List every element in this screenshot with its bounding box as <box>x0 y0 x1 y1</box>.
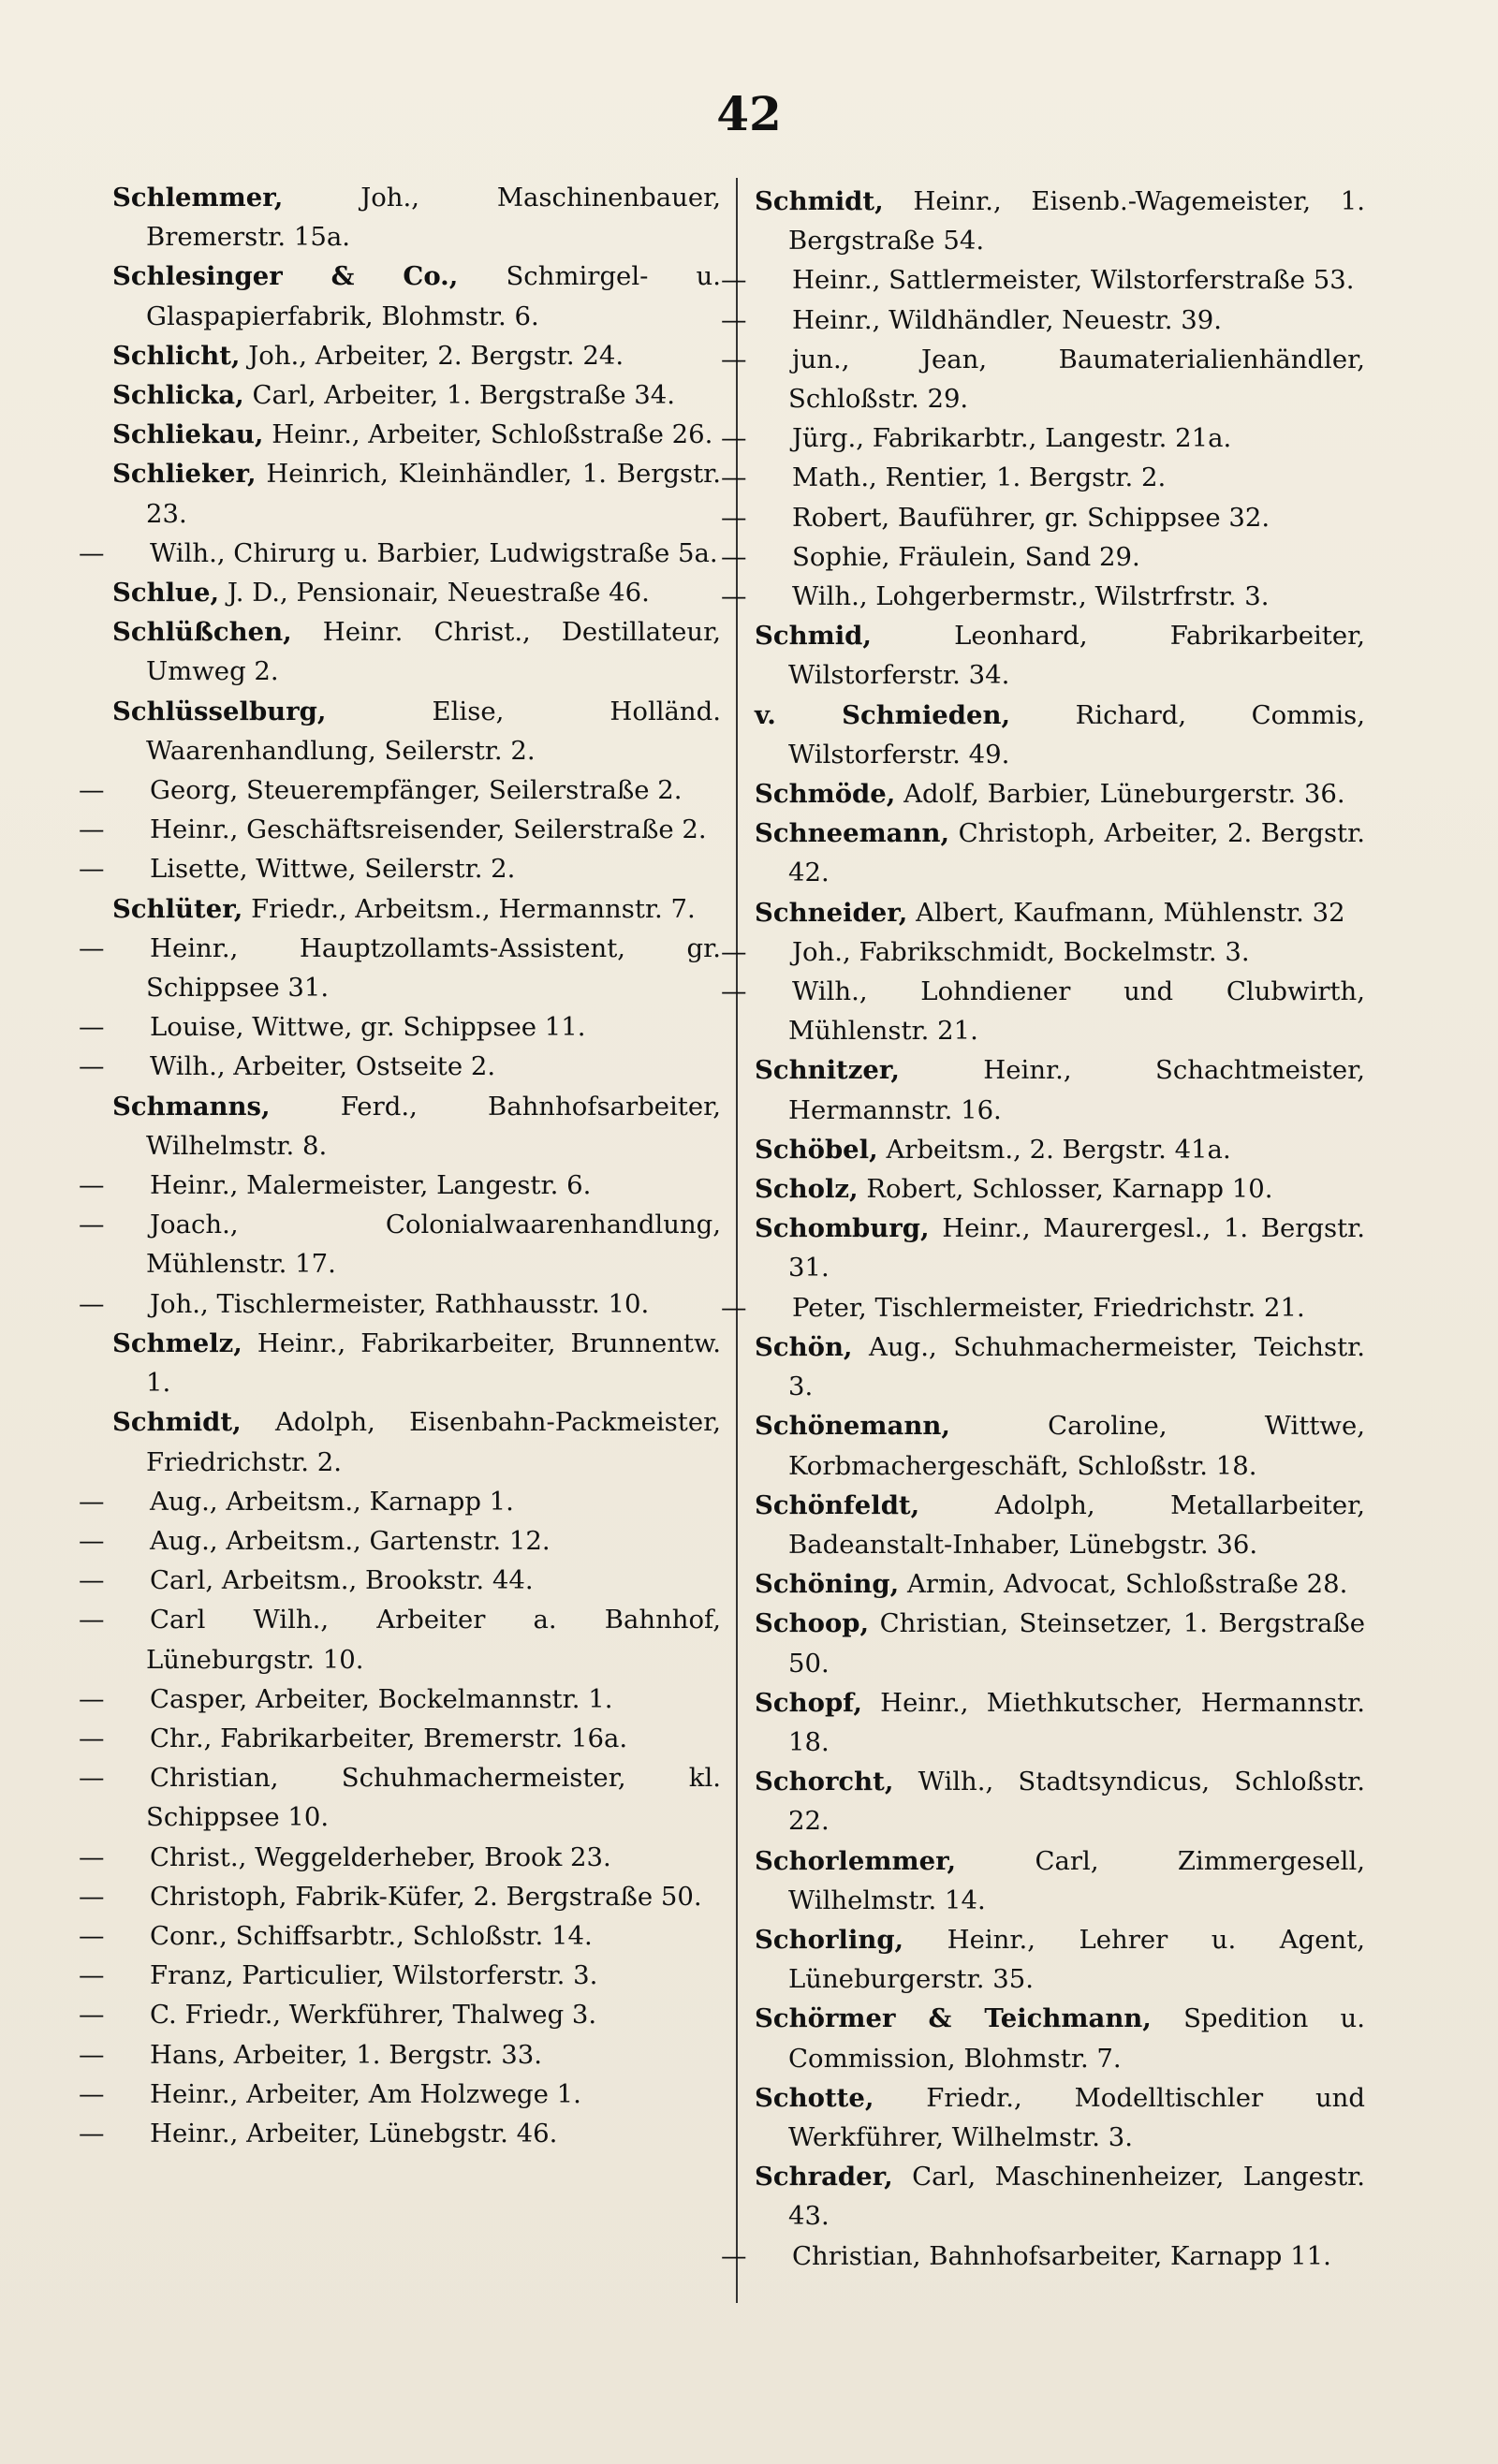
entry-surname: Schlieker, <box>112 459 257 490</box>
directory-entry <box>79 1758 721 1837</box>
entry-details: Adolph, Metallarbeiter, Badeanstalt-Inhaber, Lünebgstr. 36. <box>788 1489 1365 1560</box>
repeat-dash: — <box>79 1763 105 1794</box>
entry-details: Aug., Arbeitsm., Karnapp 1. <box>150 1486 514 1517</box>
entry-surname: Schorcht, <box>755 1767 894 1797</box>
directory-entry <box>79 1007 721 1047</box>
directory-entry <box>79 770 721 810</box>
repeat-dash: — <box>79 814 105 845</box>
repeat-dash: — <box>721 265 747 296</box>
repeat-dash: — <box>79 1565 105 1596</box>
entry-surname: Schrader, <box>755 2162 893 2193</box>
directory-entry <box>112 375 721 415</box>
entry-details: Heinr., Lehrer u. Agent, Lüneburgerstr. 35. <box>788 1924 1365 1995</box>
entry-surname: Schöbel, <box>755 1134 878 1165</box>
entry-details: Georg, Steuerempfänger, Seilerstraße 2. <box>150 775 683 806</box>
entry-details: Peter, Tischlermeister, Friedrichstr. 21. <box>792 1292 1305 1323</box>
entry-details: C. Friedr., Werkführer, Thalweg 3. <box>150 2000 597 2031</box>
entry-details: Armin, Advocat, Schloßstraße 28. <box>906 1569 1348 1600</box>
directory-entry <box>755 774 1365 814</box>
directory-entry <box>755 1683 1365 1762</box>
entry-surname: Schlicka, <box>112 380 244 411</box>
entry-details: Aug., Schuhmachermeister, Teichstr. 3. <box>788 1331 1365 1402</box>
entry-surname: Schönemann, <box>755 1411 950 1442</box>
entry-surname: Schlemmer, <box>112 183 284 213</box>
directory-entry <box>755 1050 1365 1129</box>
repeat-dash: — <box>79 1170 105 1201</box>
page-number: 42 <box>716 86 782 141</box>
entry-details: J. D., Pensionair, Neuestraße 46. <box>227 578 650 609</box>
entry-details: Hans, Arbeiter, 1. Bergstr. 33. <box>150 2039 543 2070</box>
repeat-dash: — <box>721 541 747 572</box>
directory-entry <box>721 537 1365 577</box>
entry-surname: Schmidt, <box>755 186 884 216</box>
entry-details: Heinr., Malermeister, Langestr. 6. <box>150 1170 592 1201</box>
directory-entry <box>755 1564 1365 1604</box>
entry-details: Friedr., Arbeitsm., Hermannstr. 7. <box>251 893 696 924</box>
directory-entry <box>79 929 721 1007</box>
entry-surname: Schörmer & Teichmann, <box>755 2003 1152 2034</box>
entry-details: Jürg., Fabrikarbtr., Langestr. 21a. <box>792 423 1232 454</box>
entry-details: Heinr., Fabrikarbeiter, Brunnentw. 1. <box>146 1327 721 1399</box>
directory-entry <box>721 2237 1365 2276</box>
entry-details: Louise, Wittwe, gr. Schippsee 11. <box>150 1012 586 1043</box>
repeat-dash: — <box>79 2118 105 2149</box>
repeat-dash: — <box>79 2000 105 2031</box>
entry-details: Christian, Bahnhofsarbeiter, Karnapp 11. <box>792 2240 1331 2271</box>
repeat-dash: — <box>79 2078 105 2109</box>
right-column <box>721 182 1365 2276</box>
entry-details: Wilh., Stadtsyndicus, Schloßstr. 22. <box>788 1767 1365 1837</box>
repeat-dash: — <box>721 423 747 454</box>
entry-details: Heinr., Geschäftsreisender, Seilerstraße 2. <box>150 814 707 845</box>
directory-entry <box>721 418 1365 458</box>
directory-entry <box>79 849 721 888</box>
entry-surname: Schmid, <box>755 621 872 652</box>
left-column <box>79 178 722 2153</box>
directory-entry <box>112 178 721 257</box>
directory-entry <box>79 534 721 573</box>
repeat-dash: — <box>79 1210 105 1240</box>
directory-entry <box>79 1521 721 1561</box>
repeat-dash: — <box>721 304 747 335</box>
entry-details: Wilh., Lohgerbermstr., Wilstrfrstr. 3. <box>792 581 1270 612</box>
entry-details: Adolf, Barbier, Lüneburgerstr. 36. <box>903 779 1345 810</box>
directory-entry <box>755 1169 1365 1209</box>
directory-entry <box>79 1047 721 1086</box>
repeat-dash: — <box>79 537 105 568</box>
repeat-dash: — <box>721 502 747 533</box>
entry-surname: Schneemann, <box>755 818 950 849</box>
directory-entry <box>79 1916 721 1956</box>
directory-entry <box>755 1209 1365 1287</box>
entry-details: Heinr., Maurergesl., 1. Bergstr. 31. <box>788 1213 1365 1283</box>
directory-entry <box>721 972 1365 1050</box>
entry-details: Heinr., Hauptzollamts-Assistent, gr. Schippsee 31. <box>146 932 721 1004</box>
entry-details: Lisette, Wittwe, Seilerstr. 2. <box>150 854 516 885</box>
directory-entry <box>112 612 721 691</box>
directory-entry <box>112 336 721 375</box>
directory-entry <box>112 1324 721 1402</box>
directory-entry <box>755 1920 1365 1999</box>
directory-entry <box>79 1482 721 1521</box>
directory-entry <box>755 814 1365 892</box>
entry-details: Adolph, Eisenbahn-Packmeister, Friedrichstr. 2. <box>146 1407 721 1477</box>
entry-details: Heinr., Eisenb.-Wagemeister, 1. Bergstraße 54. <box>788 186 1365 257</box>
directory-entry <box>755 696 1365 774</box>
directory-entry <box>755 1406 1365 1485</box>
directory-entry <box>79 1679 721 1719</box>
directory-entry <box>79 1877 721 1916</box>
directory-entry <box>755 893 1365 932</box>
directory-entry <box>79 1956 721 1995</box>
entry-surname: Schmidt, <box>112 1407 242 1438</box>
entry-details: Arbeitsm., 2. Bergstr. 41a. <box>886 1134 1231 1165</box>
entry-surname: Schmöde, <box>755 779 896 810</box>
entry-details: Heinr., Wildhändler, Neuestr. 39. <box>792 304 1223 335</box>
repeat-dash: — <box>79 932 105 963</box>
directory-entry <box>721 301 1365 340</box>
entry-details: Heinr., Sattlermeister, Wilstorferstraße 53. <box>792 265 1355 296</box>
directory-entry <box>79 1284 721 1324</box>
repeat-dash: — <box>79 854 105 885</box>
entry-surname: Schnitzer, <box>755 1055 900 1086</box>
entry-details: Chr., Fabrikarbeiter, Bremerstr. 16a. <box>150 1723 628 1753</box>
directory-entry <box>721 932 1365 972</box>
directory-entry <box>79 1995 721 2034</box>
entry-details: Conr., Schiffsarbtr., Schloßstr. 14. <box>150 1920 593 1951</box>
entry-details: Joh., Maschinenbauer, Bremerstr. 15a. <box>146 183 721 253</box>
entry-details: Carl, Maschinenheizer, Langestr. 43. <box>788 2162 1365 2232</box>
repeat-dash: — <box>79 1605 105 1635</box>
directory-entry <box>79 810 721 849</box>
entry-details: Christoph, Arbeiter, 2. Bergstr. 42. <box>788 818 1365 888</box>
entry-details: Schmirgel- u. Glaspapierfabrik, Blohmstr. 6. <box>146 261 721 331</box>
repeat-dash: — <box>721 976 747 1007</box>
entry-details: Casper, Arbeiter, Bockelmannstr. 1. <box>150 1683 613 1714</box>
entry-surname: Schöning, <box>755 1569 900 1600</box>
directory-entry <box>79 1719 721 1758</box>
entry-details: Caroline, Wittwe, Korbmachergeschäft, Schloßstr. 18. <box>788 1411 1365 1481</box>
entry-surname: Schorlemmer, <box>755 1845 957 1876</box>
entry-details: Joh., Fabrikschmidt, Bockelmstr. 3. <box>792 936 1250 967</box>
entry-surname: Schlue, <box>112 578 220 609</box>
directory-entry <box>721 340 1365 418</box>
directory-entry <box>755 2157 1365 2236</box>
repeat-dash: — <box>79 2039 105 2070</box>
entry-details: Christoph, Fabrik-Küfer, 2. Bergstraße 50. <box>150 1881 702 1912</box>
directory-entry <box>112 1402 721 1481</box>
repeat-dash: — <box>721 2240 747 2271</box>
entry-details: Heinr. Christ., Destillateur, Umweg 2. <box>146 617 722 687</box>
entry-details: Christian, Schuhmachermeister, kl. Schippsee 10. <box>146 1763 721 1833</box>
entry-surname: Schneider, <box>755 897 908 928</box>
entry-details: Christian, Steinsetzer, 1. Bergstraße 50. <box>788 1608 1365 1679</box>
repeat-dash: — <box>79 1841 105 1872</box>
directory-entry <box>79 1205 721 1283</box>
entry-surname: Scholz, <box>755 1174 859 1205</box>
repeat-dash: — <box>79 1960 105 1991</box>
entry-details: Wilh., Lohndiener und Clubwirth, Mühlenstr. 21. <box>788 976 1365 1047</box>
entry-surname: Schomburg, <box>755 1213 930 1244</box>
directory-entry <box>79 1838 721 1877</box>
directory-entry <box>79 2075 721 2114</box>
directory-entry <box>112 889 721 929</box>
repeat-dash: — <box>79 775 105 806</box>
directory-entry <box>112 1087 721 1166</box>
entry-details: Heinr., Schachtmeister, Hermannstr. 16. <box>788 1055 1365 1125</box>
entry-details: Wilh., Chirurg u. Barbier, Ludwigstraße 5a. <box>150 537 718 568</box>
entry-details: Christ., Weggelderheber, Brook 23. <box>150 1841 611 1872</box>
entry-surname: Schlüsselburg, <box>112 696 327 726</box>
directory-entry <box>755 616 1365 695</box>
entry-details: Richard, Commis, Wilstorferstr. 49. <box>788 699 1365 770</box>
directory-entry <box>79 1561 721 1600</box>
directory-entry <box>721 260 1365 300</box>
repeat-dash: — <box>79 1486 105 1517</box>
directory-entry <box>721 458 1365 497</box>
directory-entry <box>79 1600 721 1679</box>
directory-entry <box>721 498 1365 537</box>
entry-details: Leonhard, Fabrikarbeiter, Wilstorferstr. 34. <box>788 621 1365 691</box>
entry-surname: Schön, <box>755 1331 853 1362</box>
entry-details: Wilh., Arbeiter, Ostseite 2. <box>150 1051 496 1082</box>
entry-details: Aug., Arbeitsm., Gartenstr. 12. <box>150 1525 551 1556</box>
entry-details: Carl, Arbeiter, 1. Bergstraße 34. <box>252 380 675 411</box>
repeat-dash: — <box>721 581 747 612</box>
entry-surname: Schotte, <box>755 2082 874 2113</box>
repeat-dash: — <box>721 462 747 493</box>
repeat-dash: — <box>721 936 747 967</box>
entry-surname: Schlüter, <box>112 893 243 924</box>
entry-details: Albert, Kaufmann, Mühlenstr. 32 <box>916 897 1345 928</box>
entry-surname: Schlesinger & Co., <box>112 261 459 292</box>
entry-details: Joh., Tischlermeister, Rathhausstr. 10. <box>150 1288 650 1319</box>
repeat-dash: — <box>79 1525 105 1556</box>
entry-details: Joach., Colonialwaarenhandlung, Mühlenstr. 17. <box>146 1210 721 1280</box>
entry-details: Joh., Arbeiter, 2. Bergstr. 24. <box>248 340 624 371</box>
entry-details: Heinr., Arbeiter, Lünebgstr. 46. <box>150 2118 558 2149</box>
repeat-dash: — <box>79 1051 105 1082</box>
entry-details: Heinrich, Kleinhändler, 1. Bergstr. 23. <box>146 459 721 529</box>
entry-surname: Schoop, <box>755 1608 870 1639</box>
entry-details: Carl, Arbeitsm., Brookstr. 44. <box>150 1565 534 1596</box>
entry-details: Friedr., Modelltischler und Werkführer, Wilhelmstr. 3. <box>788 2082 1365 2152</box>
entry-details: Franz, Particulier, Wilstorferstr. 3. <box>150 1960 598 1991</box>
repeat-dash: — <box>79 1881 105 1912</box>
entry-surname: Schorling, <box>755 1924 904 1955</box>
directory-entry <box>755 1486 1365 1564</box>
repeat-dash: — <box>79 1920 105 1951</box>
directory-entry <box>112 257 721 335</box>
directory-entry <box>755 1999 1365 2077</box>
entry-surname: Schlicht, <box>112 340 241 371</box>
entry-surname: Schmelz, <box>112 1327 242 1358</box>
entry-details: Heinr., Miethkutscher, Hermannstr. 18. <box>788 1687 1365 1757</box>
entry-surname: Schlüßchen, <box>112 617 292 648</box>
directory-entry <box>112 692 721 770</box>
entry-surname: v. Schmieden, <box>755 699 1011 730</box>
directory-entry <box>112 573 721 612</box>
entry-details: Carl, Zimmergesell, Wilhelmstr. 14. <box>788 1845 1365 1915</box>
directory-entry <box>755 182 1365 260</box>
entry-surname: Schmanns, <box>112 1091 271 1122</box>
entry-details: jun., Jean, Baumaterialienhändler, Schloßstr. 29. <box>788 344 1365 415</box>
directory-entry <box>112 415 721 454</box>
directory-entry <box>755 1604 1365 1682</box>
repeat-dash: — <box>79 1012 105 1043</box>
entry-surname: Schönfeldt, <box>755 1489 920 1520</box>
repeat-dash: — <box>721 1292 747 1323</box>
entry-details: Ferd., Bahnhofsarbeiter, Wilhelmstr. 8. <box>146 1091 721 1161</box>
directory-entry <box>79 1166 721 1205</box>
repeat-dash: — <box>721 344 747 374</box>
entry-surname: Schliekau, <box>112 419 264 450</box>
entry-details: Math., Rentier, 1. Bergstr. 2. <box>792 462 1167 493</box>
entry-details: Sophie, Fräulein, Sand 29. <box>792 541 1140 572</box>
directory-entry <box>755 2078 1365 2157</box>
entry-details: Robert, Schlosser, Karnapp 10. <box>866 1174 1273 1205</box>
repeat-dash: — <box>79 1288 105 1319</box>
directory-entry <box>755 1762 1365 1841</box>
directory-entry <box>721 577 1365 616</box>
entry-details: Carl Wilh., Arbeiter a. Bahnhof, Lüneburgstr. 10. <box>146 1605 721 1675</box>
directory-entry <box>79 2035 721 2075</box>
entry-details: Spedition u. Commission, Blohmstr. 7. <box>788 2003 1365 2074</box>
repeat-dash: — <box>79 1683 105 1714</box>
directory-entry <box>755 1130 1365 1169</box>
directory-entry <box>755 1327 1365 1406</box>
entry-surname: Schopf, <box>755 1687 862 1718</box>
entry-details: Elise, Holländ. Waarenhandlung, Seilerstr. 2. <box>146 696 721 766</box>
directory-entry <box>721 1288 1365 1327</box>
entry-details: Heinr., Arbeiter, Am Holzwege 1. <box>150 2078 581 2109</box>
directory-entry <box>755 1841 1365 1920</box>
entry-details: Robert, Bauführer, gr. Schippsee 32. <box>792 502 1270 533</box>
directory-entry <box>79 2114 721 2153</box>
entry-details: Heinr., Arbeiter, Schloßstraße 26. <box>272 419 713 450</box>
repeat-dash: — <box>79 1723 105 1753</box>
directory-entry <box>112 454 721 533</box>
